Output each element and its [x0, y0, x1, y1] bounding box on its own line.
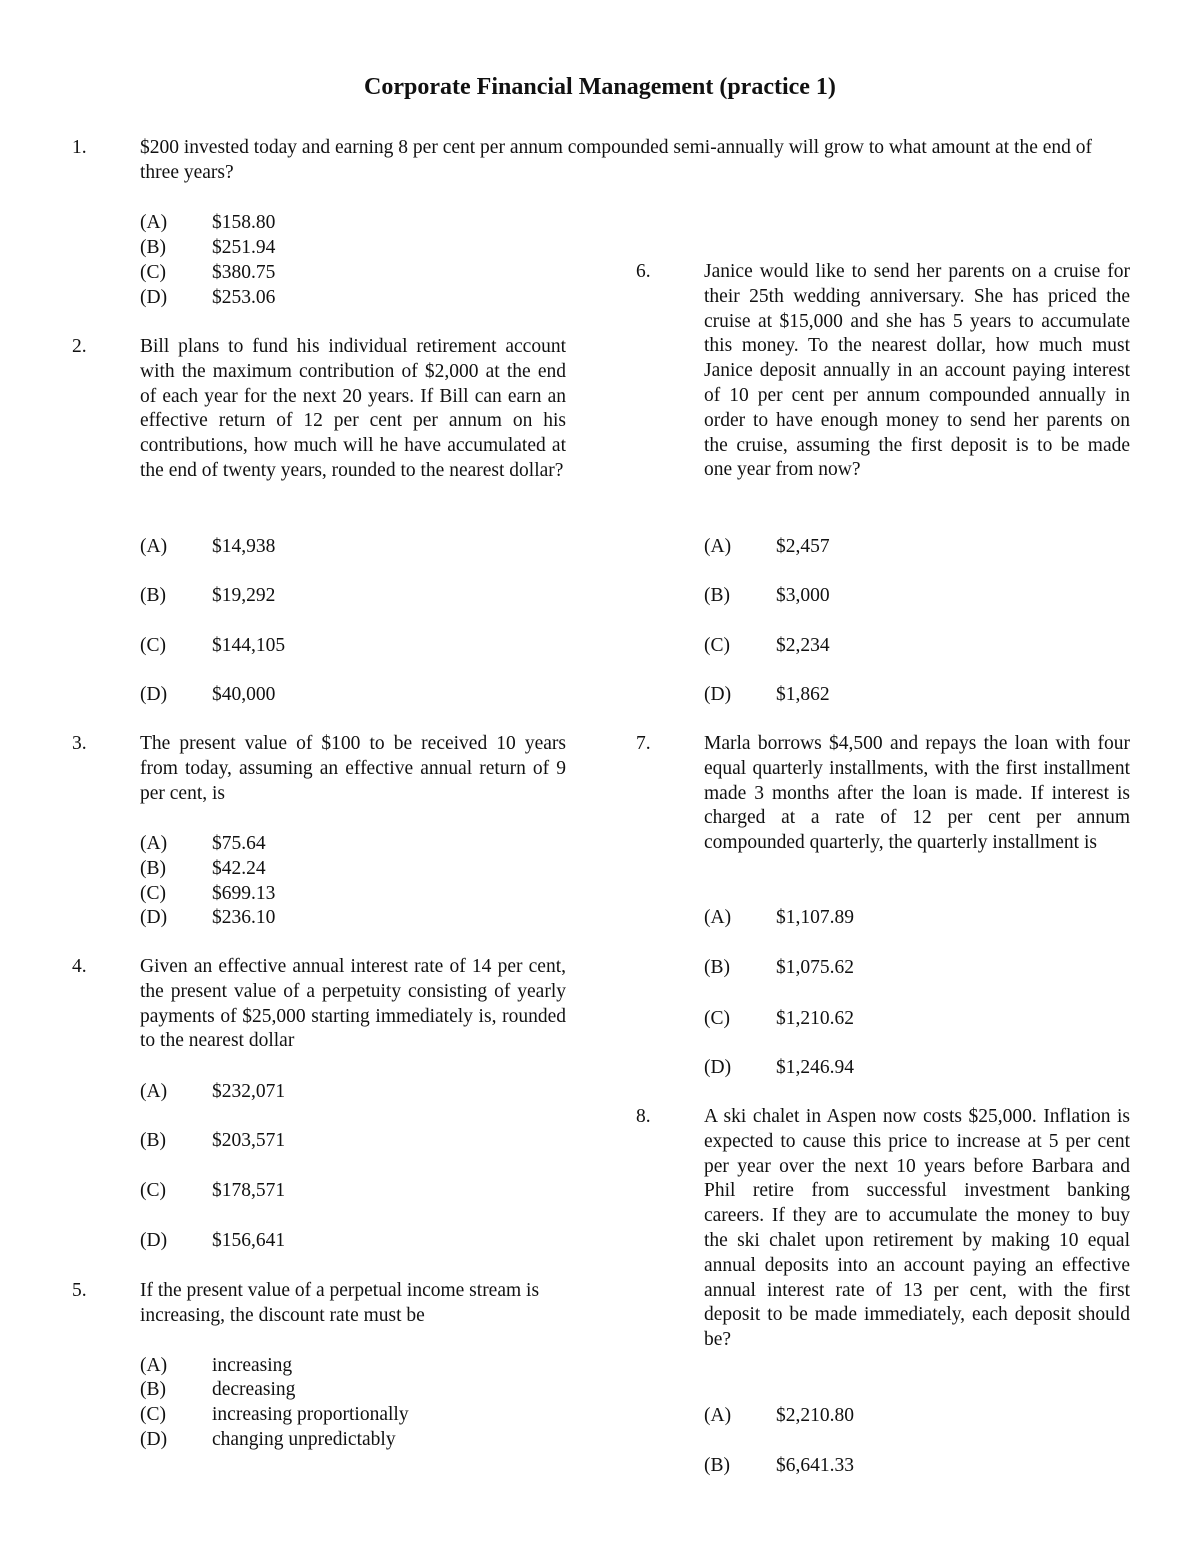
option-label: (B) [140, 237, 166, 258]
option-value: changing unpredictably [212, 1429, 396, 1450]
option-value: decreasing [212, 1379, 296, 1400]
question-text: $200 invested today and earning 8 per cent per annum compounded semi-annually will grow to what amount at the end of three years? [140, 137, 1092, 183]
option-value: $178,571 [212, 1180, 286, 1201]
option-value: $1,246.94 [776, 1057, 854, 1078]
question-text: If the present value of a perpetual income stream is increasing, the discount rate must be [140, 1280, 540, 1326]
option-value: $6,641.33 [776, 1455, 854, 1476]
option-value: $40,000 [212, 684, 276, 705]
question-number: 6. [636, 261, 651, 282]
option-label: (D) [140, 684, 168, 705]
question-text: Bill plans to fund his individual retirement account with the maximum contribution of $2,000 at the end of each year for the next 20 years. If Bill can earn an effective return of 12 per cent per annum on his contributions, how much will he have accumulated at the end of twenty years, rounded to the nearest dollar? [140, 336, 566, 481]
question-8 [636, 1105, 1130, 1485]
option-label: (C) [140, 262, 166, 283]
option-label: (C) [704, 1008, 730, 1029]
option-label: (A) [704, 536, 732, 557]
question-number: 2. [72, 336, 87, 357]
option-label: (A) [140, 833, 168, 854]
option-value: $253.06 [212, 287, 276, 308]
option-label: (B) [140, 858, 166, 879]
option-value: $14,938 [212, 536, 276, 557]
option-value: $158.80 [212, 212, 276, 233]
option-value: $19,292 [212, 585, 276, 606]
page-title: Corporate Financial Management (practice 1) [364, 74, 836, 100]
option-label: (A) [140, 536, 168, 557]
option-value: increasing proportionally [212, 1404, 409, 1425]
option-label: (B) [140, 585, 166, 606]
option-value: $3,000 [776, 585, 830, 606]
option-label: (A) [140, 1081, 168, 1102]
question-number: 4. [72, 956, 87, 977]
option-value: $75.64 [212, 833, 266, 854]
option-value: $2,210.80 [776, 1405, 854, 1426]
question-4 [72, 955, 566, 1260]
option-label: (C) [140, 1404, 166, 1425]
option-label: (B) [704, 1455, 730, 1476]
question-3 [72, 732, 566, 937]
option-label: (D) [140, 1429, 168, 1450]
option-label: (C) [140, 635, 166, 656]
question-number: 1. [72, 137, 87, 158]
option-value: $156,641 [212, 1230, 286, 1251]
question-text: Marla borrows $4,500 and repays the loan with four equal quarterly installments, with the first installment made 3 months after the loan is made. If interest is charged at a rate of 12 per cent per annum compounded quarterly, the quarterly installment is [704, 733, 1130, 854]
option-label: (D) [140, 287, 168, 308]
option-value: $203,571 [212, 1130, 286, 1151]
option-value: $251.94 [212, 237, 276, 258]
question-text: The present value of $100 to be received 10 years from today, assuming an effective annual return of 9 per cent, is [140, 733, 566, 804]
option-label: (B) [140, 1379, 166, 1400]
question-number: 7. [636, 733, 651, 754]
option-label: (B) [704, 957, 730, 978]
question-number: 5. [72, 1280, 87, 1301]
option-value: $232,071 [212, 1081, 286, 1102]
option-label: (D) [704, 684, 732, 705]
question-2 [72, 335, 566, 715]
option-label: (C) [140, 1180, 166, 1201]
option-label: (A) [140, 212, 168, 233]
question-7 [636, 732, 1130, 1087]
question-6 [636, 260, 1130, 715]
option-value: $42.24 [212, 858, 266, 879]
option-value: $144,105 [212, 635, 286, 656]
option-value: $236.10 [212, 907, 276, 928]
option-value: $1,210.62 [776, 1008, 854, 1029]
option-value: $2,457 [776, 536, 830, 557]
question-number: 8. [636, 1106, 651, 1127]
question-text: Given an effective annual interest rate of 14 per cent, the present value of a perpetuity consisting of yearly payments of $25,000 starting immediately is, rounded to the nearest dollar [140, 956, 566, 1052]
question-number: 3. [72, 733, 87, 754]
question-5 [72, 1279, 566, 1459]
option-value: $1,107.89 [776, 907, 854, 928]
option-label: (B) [140, 1130, 166, 1151]
option-label: (D) [704, 1057, 732, 1078]
option-label: (A) [140, 1355, 168, 1376]
option-label: (D) [140, 1230, 168, 1251]
option-value: $699.13 [212, 883, 276, 904]
option-value: $380.75 [212, 262, 276, 283]
option-value: $2,234 [776, 635, 830, 656]
option-value: increasing [212, 1355, 293, 1376]
option-value: $1,862 [776, 684, 830, 705]
option-label: (C) [140, 883, 166, 904]
option-label: (A) [704, 1405, 732, 1426]
question-text: Janice would like to send her parents on a cruise for their 25th wedding anniversary. She has priced the cruise at $15,000 and she has 5 years to accumulate this money. To the nearest dollar, how much must Janice deposit annually in an account paying interest of 10 per cent per annum compounded annually in order to have enough money to send her parents on the cruise, assuming the first deposit is to be made one year from now? [704, 261, 1130, 481]
option-label: (A) [704, 907, 732, 928]
option-value: $1,075.62 [776, 957, 854, 978]
option-label: (B) [704, 585, 730, 606]
option-label: (C) [704, 635, 730, 656]
option-label: (D) [140, 907, 168, 928]
question-text: A ski chalet in Aspen now costs $25,000. Inflation is expected to cause this price to increase at 5 per cent per year over the next 10 years before Barbara and Phil retire from successful investment banking careers. If they are to accumulate the money to buy the ski chalet upon retirement by making 10 equal annual deposits into an account paying an effective annual interest rate of 13 per cent, with the first deposit to be made immediately, each deposit should be? [704, 1106, 1130, 1351]
